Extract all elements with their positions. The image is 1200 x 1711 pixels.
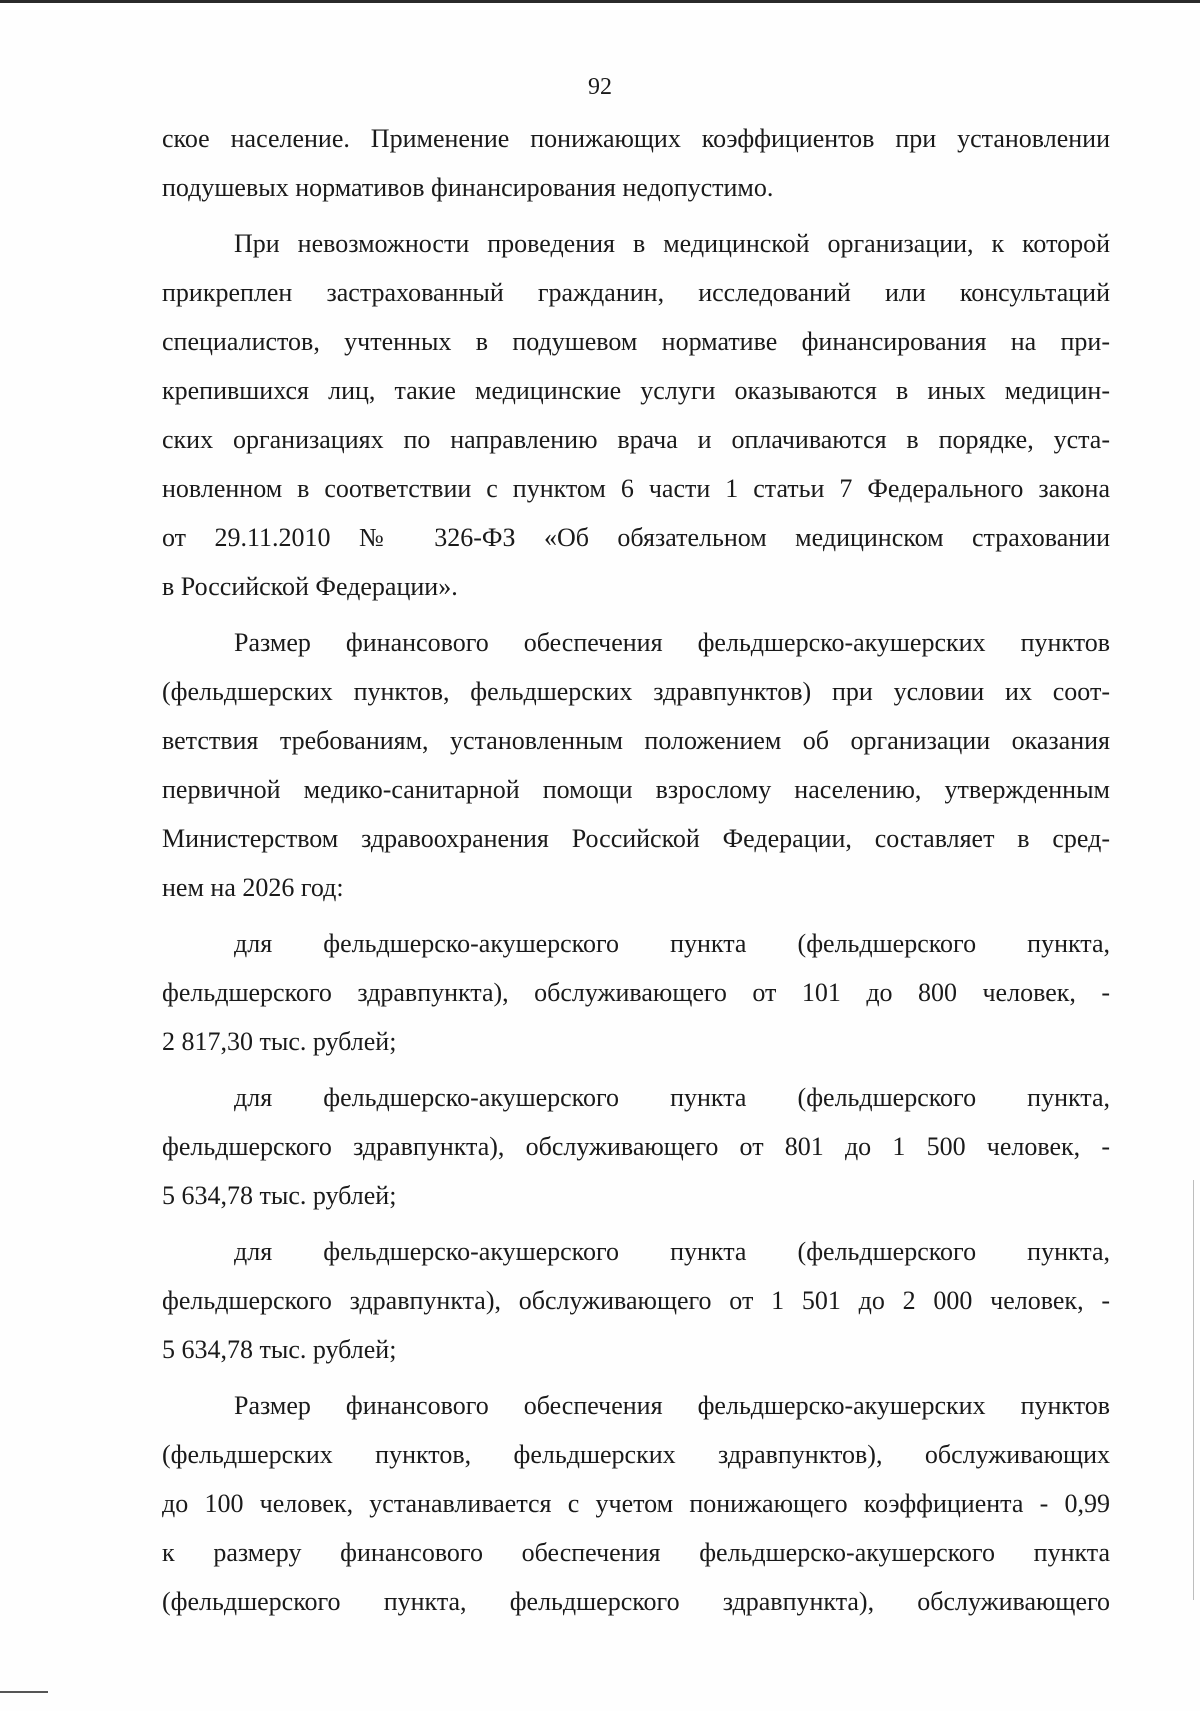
paragraph-fap-funding [162,618,1110,912]
text-line: от 29.11.2010 № 326-ФЗ «Об обязательном медицинском страховании [162,523,1110,552]
text-line: фельдшерского здравпункта), обслуживающего от 101 до 800 человек, - [162,978,1110,1007]
text-line: для фельдшерско-акушерского пункта (фельдшерского пункта, [234,1237,1110,1266]
text-line: ских организациях по направлению врача и оплачиваются в порядке, уста- [162,425,1110,454]
text-line: для фельдшерско-акушерского пункта (фельдшерского пункта, [234,1083,1110,1112]
paragraph-referral-services [162,219,1110,611]
text-line: фельдшерского здравпункта), обслуживающего от 1 501 до 2 000 человек, - [162,1286,1110,1315]
list-item-101-800 [162,919,1110,1066]
paragraph-up-to-100 [162,1381,1110,1626]
text-line: первичной медико-санитарной помощи взрослому населению, утвержденным [162,775,1110,804]
text-line: Министерством здравоохранения Российской Федерации, составляет в сред- [162,824,1110,853]
list-item-1501-2000 [162,1227,1110,1374]
scan-top-border [0,0,1200,3]
page-number: 92 [588,74,612,100]
text-line: фельдшерского здравпункта), обслуживающего от 801 до 1 500 человек, - [162,1132,1110,1161]
text-line: крепившихся лиц, такие медицинские услуги оказываются в иных медицин- [162,376,1110,405]
text-line: к размеру финансового обеспечения фельдшерско-акушерского пункта [162,1538,1110,1567]
text-line: ское население. Применение понижающих коэффициентов при установлении [162,124,1110,153]
text-line: 5 634,78 тыс. рублей; [162,1335,397,1364]
text-line: нем на 2026 год: [162,873,344,902]
text-line: в Российской Федерации». [162,572,458,601]
text-line: специалистов, учтенных в подушевом нормативе финансирования на при- [162,327,1110,356]
text-line: прикреплен застрахованный гражданин, исследований или консультаций [162,278,1110,307]
text-line: При невозможности проведения в медицинской организации, к которой [234,229,1110,258]
scan-bottom-mark [0,1691,48,1693]
text-line: (фельдшерского пункта, фельдшерского здравпункта), обслуживающего [162,1587,1110,1616]
paragraph-continuation [162,114,1110,212]
list-item-801-1500 [162,1073,1110,1220]
text-line: новленном в соответствии с пунктом 6 части 1 статьи 7 Федерального закона [162,474,1110,503]
text-line: ветствия требованиям, установленным положением об организации оказания [162,726,1110,755]
text-line: (фельдшерских пунктов, фельдшерских здравпунктов) при условии их соот- [162,677,1110,706]
text-line: для фельдшерско-акушерского пункта (фельдшерского пункта, [234,929,1110,958]
scan-right-edge [1193,1180,1194,1600]
text-line: Размер финансового обеспечения фельдшерско-акушерских пунктов [234,628,1110,657]
text-line: подушевых нормативов финансирования недопустимо. [162,173,774,202]
text-line: до 100 человек, устанавливается с учетом понижающего коэффициента - 0,99 [162,1489,1110,1518]
text-line: (фельдшерских пунктов, фельдшерских здравпунктов), обслуживающих [162,1440,1110,1469]
text-line: Размер финансового обеспечения фельдшерско-акушерских пунктов [234,1391,1110,1420]
body-text [162,114,1110,1626]
text-line: 5 634,78 тыс. рублей; [162,1181,397,1210]
text-line: 2 817,30 тыс. рублей; [162,1027,397,1056]
